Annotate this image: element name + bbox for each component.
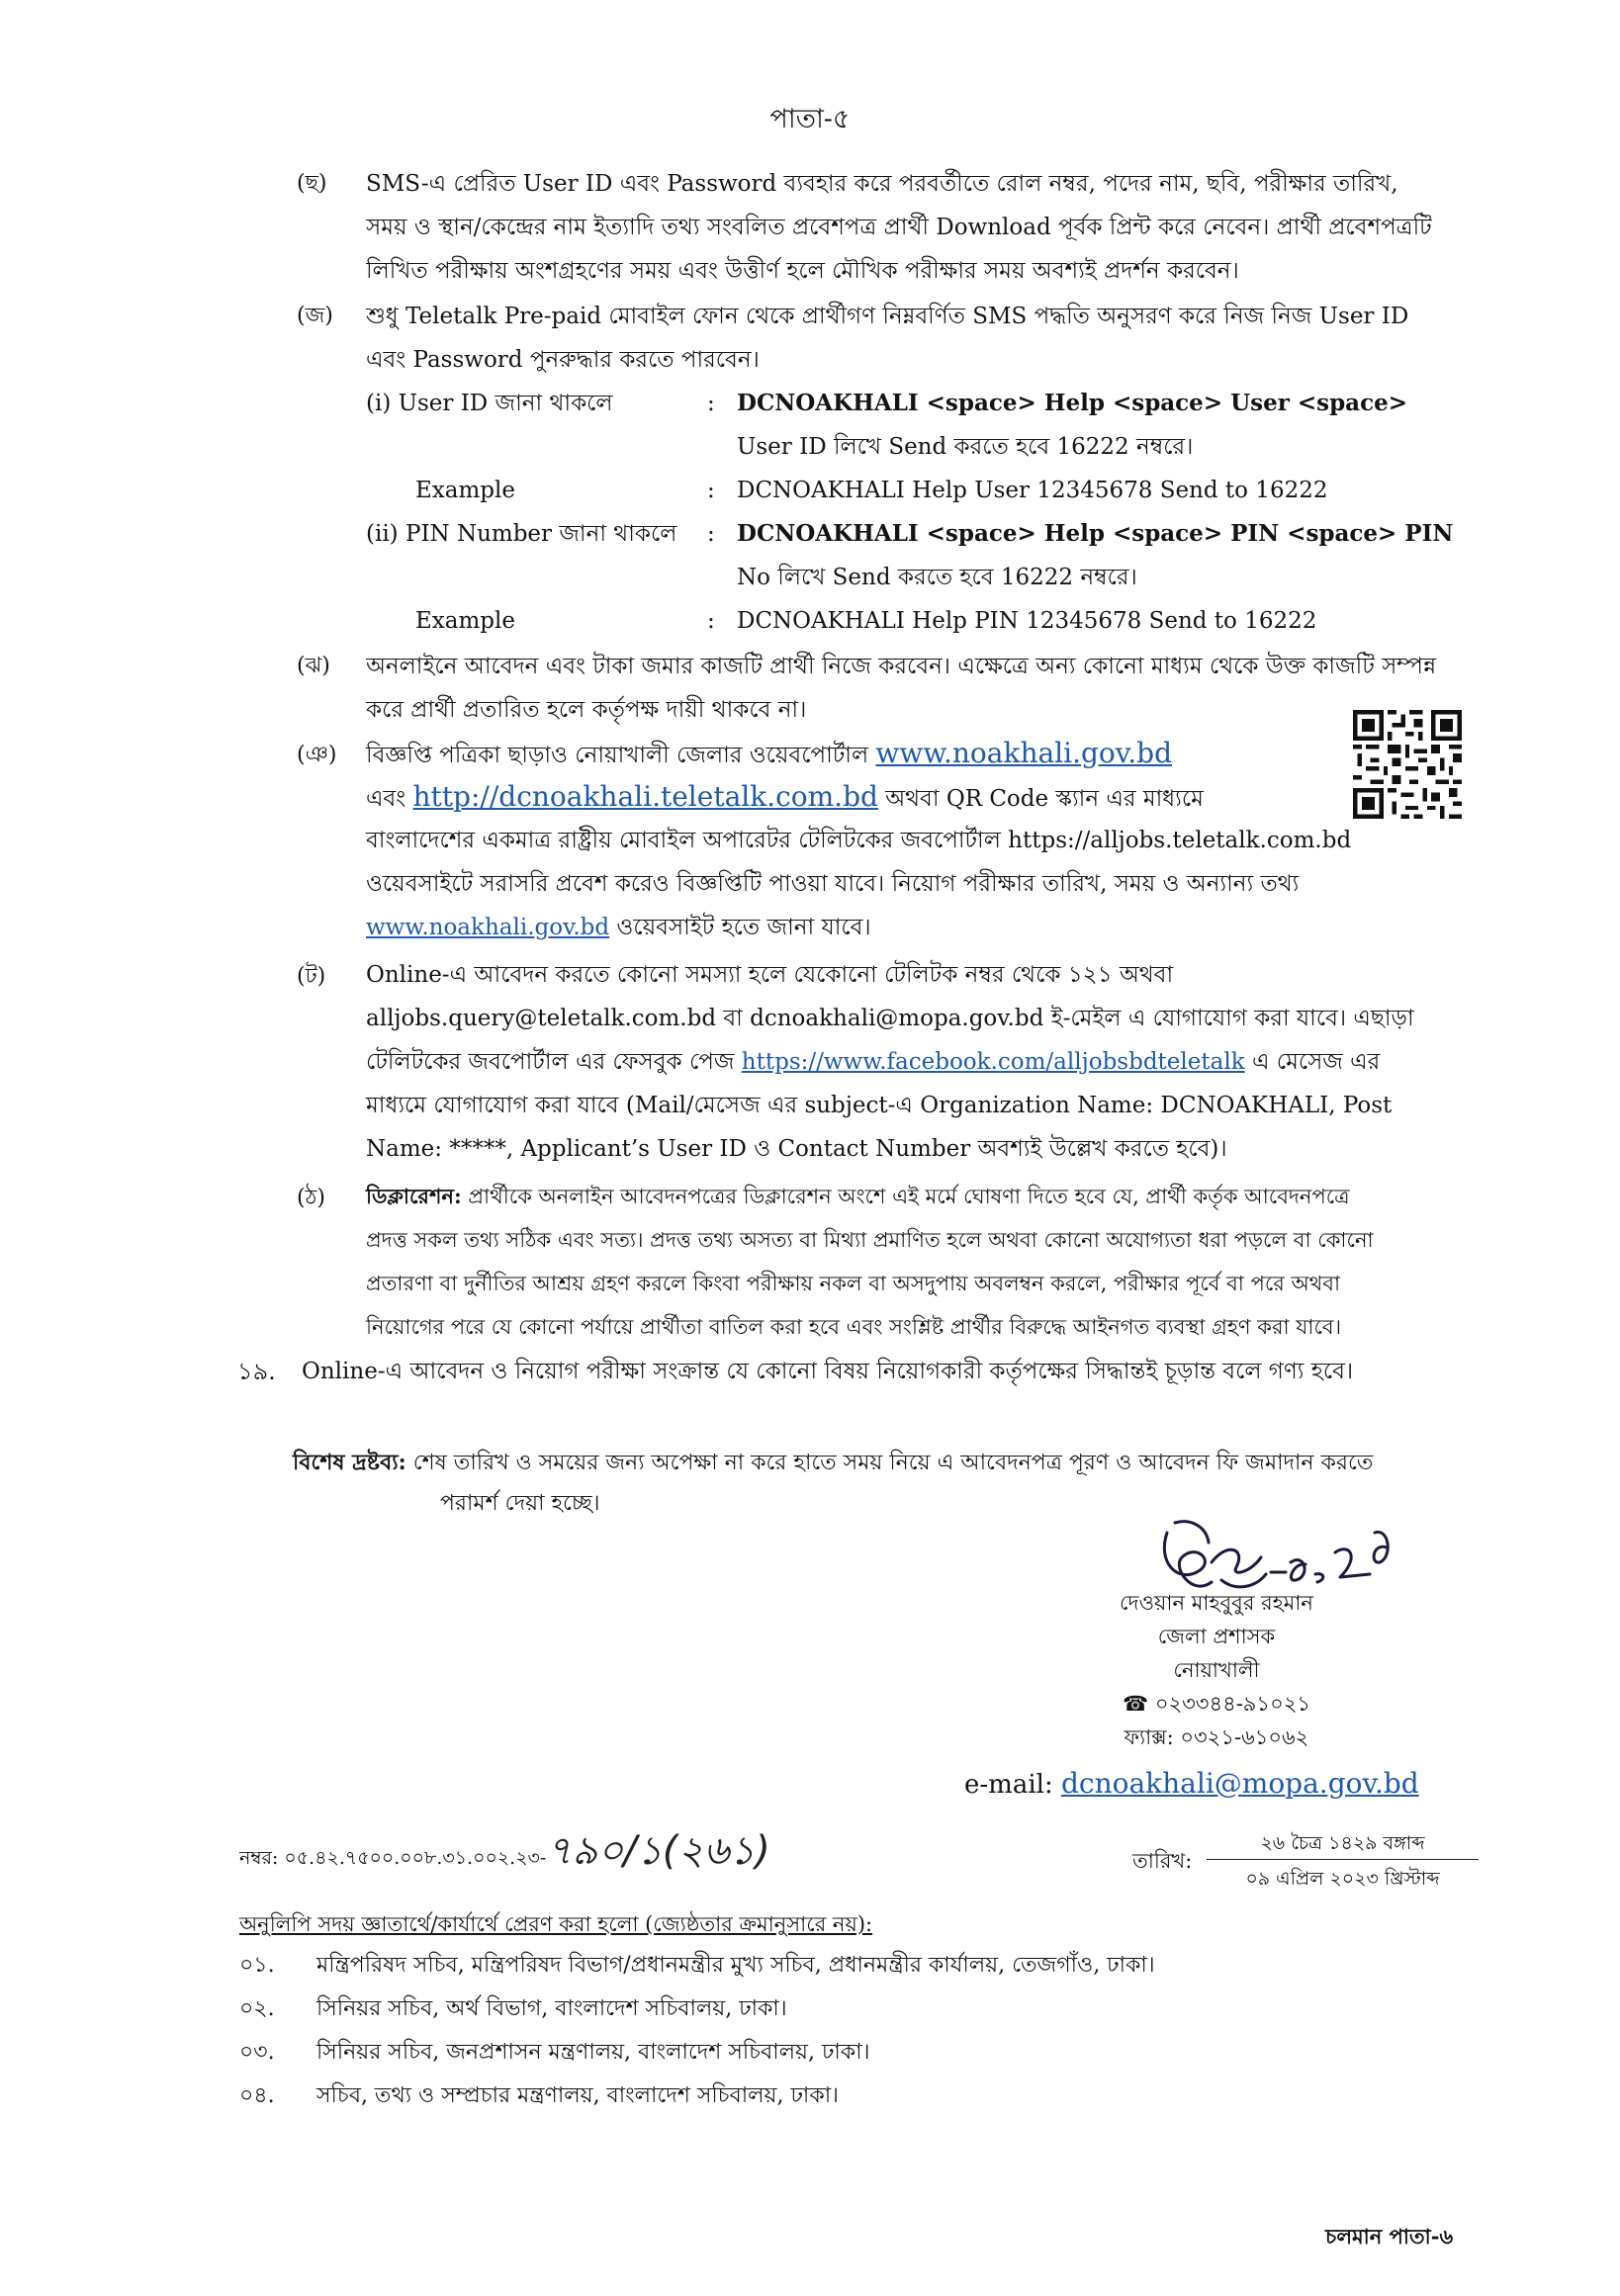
cc-item-2: সিনিয়র সচিব, অর্থ বিভাগ, বাংলাদেশ সচিবালয়, ঢাকা। (316, 1996, 787, 2021)
noakhali-portal-link-2[interactable]: www.noakhali.gov.bd (366, 915, 610, 940)
clause-ja-line-2: এবং Password পুনরুদ্ধার করতে পারবেন। (366, 347, 760, 373)
clause-tta-line-5: Name: *****, Applicant’s User ID ও Contact Number অবশ্যই উল্লেখ করতে হবে)। (366, 1136, 1227, 1162)
sub-colon-4: : (707, 608, 715, 634)
facebook-page-link[interactable]: https://www.facebook.com/alljobsbdteletalk (741, 1049, 1245, 1075)
sub-pin-line-1: DCNOAKHALI <space> Help <space> PIN <space> PIN (737, 520, 1454, 547)
clause-chha-line-1: SMS-এ প্রেরিত User ID এবং Password ব্যবহার করে পরবর্তীতে রোল নম্বর, পদের নাম, ছবি, পরীক্ষার তারিখ, (366, 171, 1398, 197)
noakhali-portal-link[interactable]: www.noakhali.gov.bd (875, 737, 1173, 769)
memo-number (239, 1828, 770, 1878)
clause-jha-line-1: অনলাইনে আবেদন এবং টাকা জমার কাজটি প্রার্থী নিজে করবেন। এক্ষেত্রে অন্য কোনো মাধ্যম থেকে উক্ত কাজটি সম্পন্ন (366, 654, 1437, 679)
date-bangla: ২৬ চৈত্র ১৪২৯ বঙ্গাব্দ (1207, 1827, 1479, 1860)
clause-chha (366, 162, 1488, 293)
clause-tta-line-2: alljobs.query@teletalk.com.bd বা dcnoakhali@mopa.gov.bd ই-মেইল এ যোগাযোগ করা যাবে। এছাড়া (366, 1006, 1414, 1031)
memo-number-label: নম্বর: ০৫.৪২.৭৫০০.০০৮.৩১.০০২.২৩- (239, 1847, 547, 1869)
clause-marker-nya: (ঞ) (297, 743, 337, 767)
sub-colon-3: : (707, 521, 715, 547)
special-note-line-2: পরামর্শ দেয়া হচ্ছে। (440, 1491, 600, 1516)
continued-page-note: চলমান পাতা-৬ (1325, 2224, 1454, 2249)
cc-item-number-1: ০১. (239, 1953, 275, 1978)
cc-item-1: মন্ত্রিপরিষদ সচিব, মন্ত্রিপরিষদ বিভাগ/প্রধানমন্ত্রীর মুখ্য সচিব, প্রধানমন্ত্রীর কার্যালয়, তেজগাঁও, ঢাকা। (316, 1953, 1155, 1978)
cc-heading: অনুলিপি সদয় জ্ঞাতার্থে/কার্যার্থে প্রেরণ করা হলো (জ্যেষ্ঠতার ক্রমানুসারে নয়): (239, 1912, 873, 1936)
clause-nya-line-1-text: বিজ্ঞপ্তি পত্রিকা ছাড়াও নোয়াখালী জেলার ওয়েবপোর্টাল (366, 743, 876, 768)
signatory-email (964, 1764, 1419, 1805)
memo-number-handwritten: ৭৯০/১(২৬১) (546, 1828, 770, 1874)
date-label: তারিখ: (1132, 1849, 1193, 1873)
dcnoakhali-teletalk-link[interactable]: http://dcnoakhali.teletalk.com.bd (412, 780, 878, 813)
special-note-line-1 (293, 1442, 1373, 1484)
sub-label-example-2: Example (415, 608, 515, 634)
clause-jha-line-2: করে প্রার্থী প্রতারিত হলে কর্তৃপক্ষ দায়ী থাকবে না। (366, 697, 807, 723)
clause-tta-line-3 (366, 1040, 1380, 1084)
cc-item-3: সিনিয়র সচিব, জনপ্রশাসন মন্ত্রণালয়, বাংলাদেশ সচিবালয়, ঢাকা। (316, 2040, 870, 2065)
signatory-designation: জেলা প্রশাসক (1157, 1625, 1276, 1648)
clause-nya-line-2 (366, 775, 1204, 821)
clause-nya-line-3: বাংলাদেশের একমাত্র রাষ্ট্রীয় মোবাইল অপারেটর টেলিটকের জবপোর্টাল https://alljobs.teletalk.com.bd (366, 828, 1352, 853)
clause-jha (366, 645, 1488, 732)
clause-tta-line-3-post: এ মেসেজ এর (1244, 1049, 1381, 1075)
signatory-phone-number: ০২৩৩৪৪-৯১০২১ (1154, 1692, 1310, 1716)
clause-ttha-line-3: প্রতারণা বা দুর্নীতির আশ্রয় গ্রহণ করলে কিংবা পরীক্ষায় নকল বা অসদুপায় অবলম্বন করলে, পরীক্ষার পূর্বে বা পরে অথবা (366, 1272, 1341, 1295)
phone-icon: ☎ (1122, 1692, 1149, 1716)
signatory-block (1048, 1586, 1385, 1754)
email-label: e-mail: (964, 1770, 1061, 1800)
clause-19-text: Online-এ আবেদন ও নিয়োগ পরীক্ষা সংক্রান্ত যে কোনো বিষয় নিয়োগকারী কর্তৃপক্ষের সিদ্ধান্তই চূড়ান্ত বলে গণ্য হবে। (302, 1359, 1354, 1384)
clause-nya-line-5-post: ওয়েবসাইট হতে জানা যাবে। (609, 915, 871, 940)
clause-chha-line-2: সময় ও স্থান/কেন্দ্রের নাম ইত্যাদি তথ্য সংবলিত প্রবেশপত্র প্রার্থী Download পূর্বক প্রিন্ট করে নেবেন। প্রার্থী প্রবেশপত্রটি (366, 215, 1432, 240)
sub-label-example-1: Example (415, 478, 515, 503)
clause-19-marker: ১৯. (237, 1358, 276, 1385)
signatory-name: দেওয়ান মাহবুবুর রহমান (1120, 1591, 1313, 1615)
clause-ttha-line-1-text: প্রার্থীকে অনলাইন আবেদনপত্রের ডিক্লারেশন অংশে এই মর্মে ঘোষণা দিতে হবে যে, প্রার্থী কর্তৃক আবেদনপত্রে (461, 1185, 1350, 1208)
clause-marker-tta: (ট) (297, 964, 326, 989)
clause-tta-line-3-pre: টেলিটকের জবপোর্টাল এর ফেসবুক পেজ (366, 1049, 742, 1075)
clause-marker-ttha: (ঠ) (297, 1186, 325, 1210)
sub-colon-1: : (707, 391, 715, 416)
sub-example-2: DCNOAKHALI Help PIN 12345678 Send to 16222 (737, 608, 1317, 634)
sub-example-1: DCNOAKHALI Help User 12345678 Send to 16222 (737, 478, 1328, 503)
sub-user-id-line-2: User ID লিখে Send করতে হবে 16222 নম্বরে। (737, 434, 1194, 460)
clause-ttha-line-4: নিয়োগের পরে যে কোনো পর্যায়ে প্রার্থীতা বাতিল করা হবে এবং সংশ্লিষ্ট প্রার্থীর বিরুদ্ধে আইনগত ব্যবস্থা গ্রহণ করা যাবে। (366, 1315, 1342, 1339)
clause-tta-line-4: মাধ্যমে যোগাযোগ করা যাবে (Mail/মেসেজ এর subject-এ Organization Name: DCNOAKHALI, Post (366, 1093, 1393, 1118)
cc-item-number-3: ০৩. (239, 2040, 275, 2065)
special-note-text: শেষ তারিখ ও সময়ের জন্য অপেক্ষা না করে হাতে সময় নিয়ে এ আবেদনপত্র পূরণ ও আবেদন ফি জমাদান করতে (405, 1451, 1374, 1475)
clause-marker-jha: (ঝ) (297, 654, 330, 678)
sub-colon-2: : (707, 478, 715, 503)
clause-marker-ja: (জ) (297, 304, 333, 328)
clause-nya-line-5 (366, 906, 871, 949)
clause-nya-line-2-post: অথবা QR Code স্ক্যান এর মাধ্যমে (877, 786, 1204, 812)
clause-ttha-line-2: প্রদত্ত সকল তথ্য সঠিক এবং সত্য। প্রদত্ত তথ্য অসত্য বা মিথ্যা প্রমাণিত হলে অথবা কোনো অযোগ্যতা ধরা পড়লে বা কোনো (366, 1228, 1374, 1252)
cc-item-number-2: ০২. (239, 1996, 275, 2021)
sub-label-user-id: (i) User ID জানা থাকলে (366, 391, 613, 416)
clause-nya-line-2-pre: এবং (366, 786, 413, 812)
cc-item-number-4: ০৪. (239, 2083, 275, 2108)
sub-user-id-line-1: DCNOAKHALI <space> Help <space> User <space> (737, 390, 1407, 416)
clause-ttha-line-1 (366, 1175, 1350, 1218)
clause-nya-line-1 (366, 732, 1172, 777)
signatory-fax: ফ্যাক্স: ০৩২১-৬১০৬২ (1124, 1725, 1309, 1749)
clause-ja-line-1: শুধু Teletalk Pre-paid মোবাইল ফোন থেকে প্রার্থীগণ নিম্নবর্ণিত SMS পদ্ধতি অনুসরণ করে নিজ নিজ User ID (366, 304, 1409, 329)
signatory-phone (1048, 1687, 1385, 1721)
clause-chha-line-3: লিখিত পরীক্ষায় অংশগ্রহণের সময় এবং উত্তীর্ণ হলে মৌখিক পরীক্ষার সময় অবশ্যই প্রদর্শন করবেন। (366, 258, 1239, 284)
clause-tta-line-1: Online-এ আবেদন করতে কোনো সমস্যা হলে যেকোনো টেলিটক নম্বর থেকে ১২১ অথবা (366, 962, 1174, 988)
sub-pin-line-2: No লিখে Send করতে হবে 16222 নম্বরে। (737, 565, 1137, 590)
special-note-label: বিশেষ দ্রষ্টব্য: (293, 1450, 406, 1475)
page-number: পাতা-৫ (769, 104, 851, 134)
clause-ja (366, 295, 1488, 382)
cc-item-4: সচিব, তথ্য ও সম্প্রচার মন্ত্রণালয়, বাংলাদেশ সচিবালয়, ঢাকা। (316, 2083, 839, 2108)
email-link[interactable]: dcnoakhali@mopa.gov.bd (1060, 1767, 1419, 1800)
sub-label-pin: (ii) PIN Number জানা থাকলে (366, 521, 677, 547)
date-english: ০৯ এপ্রিল ২০২৩ খ্রিস্টাব্দ (1245, 1868, 1440, 1890)
signatory-district: নোয়াখালী (1173, 1658, 1260, 1682)
clause-marker-chha: (ছ) (297, 171, 327, 196)
declaration-label: ডিক্লারেশন: (366, 1184, 462, 1208)
qr-code-icon (1347, 710, 1468, 819)
clause-nya-line-4: ওয়েবসাইটে সরাসরি প্রবেশ করেও বিজ্ঞপ্তিটি পাওয়া যাবে। নিয়োগ পরীক্ষার তারিখ, সময় ও অন্যান্য তথ্য (366, 871, 1300, 897)
